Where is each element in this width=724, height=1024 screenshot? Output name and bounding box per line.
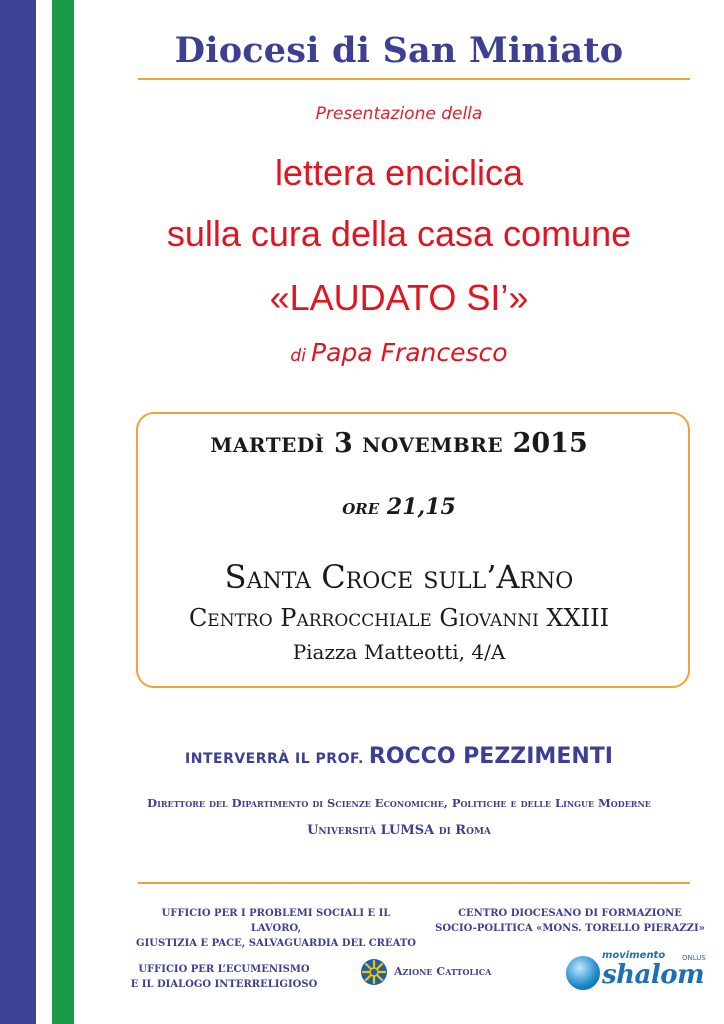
event-month: NOVEMBRE: [362, 433, 504, 457]
left-white-stripe: [36, 0, 52, 1024]
enciclica-title: «LAUDATO SI’»: [269, 277, 529, 318]
presentation-subtitle: Presentazione della: [315, 104, 483, 124]
left-green-stripe: [52, 0, 74, 1024]
organizer-ecumenism-office-line-2: E IL DIALOGO INTERRELIGIOSO: [130, 979, 318, 990]
organizer-ecumenism-office-line-1: UFFICIO PER L’ECUMENISMO: [138, 964, 310, 975]
speaker-intro: INTERVERRÀ IL PROF.: [185, 751, 364, 767]
shalom-onlus-label: ONLUS: [682, 954, 706, 962]
event-day: 3: [333, 428, 353, 459]
poster-content: [74, 0, 724, 1024]
shalom-top-label: movimento: [602, 950, 666, 961]
author-name: Papa Francesco: [311, 338, 508, 367]
event-date: [74, 428, 724, 459]
enciclica-line-1: lettera enciclica: [274, 152, 524, 193]
globe-icon: [566, 956, 600, 990]
enciclica-line-2: sulla cura della casa comune: [166, 213, 632, 254]
bottom-divider: [138, 882, 690, 884]
top-divider: [138, 78, 690, 80]
organizer-social-office-line-2: GIUSTIZIA E PACE, SALVAGUARDIA DEL CREATO: [136, 938, 416, 949]
event-year: 2015: [512, 428, 588, 459]
speaker-role: Direttore del Dipartimento di Scienze Economiche, Politiche e delle Lingue Moderne: [147, 796, 651, 810]
azione-cattolica-label: Azione Cattolica: [394, 965, 492, 978]
organizer-formation-centre: [430, 906, 710, 936]
left-blue-stripe: [0, 0, 36, 1024]
organizer-ecumenism-office: [124, 962, 324, 992]
organizer-formation-centre-line-2: SOCIO-POLITICA «MONS. TORELLO PIERAZZI»: [435, 923, 705, 934]
organizer-social-office-line-1: UFFICIO PER I PROBLEMI SOCIALI E IL LAVORO,: [161, 908, 391, 934]
author-prefix: di: [290, 346, 306, 366]
speaker-name: ROCCO PEZZIMENTI: [368, 744, 613, 769]
azione-cattolica-logo: [360, 956, 530, 992]
speaker-line: [74, 744, 724, 769]
organizer-formation-centre-line-1: CENTRO DIOCESANO DI FORMAZIONE: [458, 908, 682, 919]
event-weekday: MARTEDÌ: [210, 433, 325, 457]
organizer-social-office: [136, 906, 416, 951]
event-time-prefix: ORE: [342, 500, 380, 518]
event-time-value: 21,15: [386, 494, 456, 520]
event-time: [74, 494, 724, 520]
movimento-shalom-logo: [566, 948, 716, 996]
event-venue: Centro Parrocchiale Giovanni XXIII: [188, 604, 610, 632]
diocese-title: Diocesi di San Miniato: [174, 30, 624, 71]
event-address: Piazza Matteotti, 4/A: [292, 640, 506, 664]
azione-cattolica-icon: [360, 958, 388, 986]
speaker-university: Università LUMSA di Roma: [307, 823, 491, 838]
author-line: [74, 338, 724, 367]
event-city: Santa Croce sull’Arno: [224, 558, 574, 596]
shalom-main-label: shalom: [602, 960, 705, 990]
